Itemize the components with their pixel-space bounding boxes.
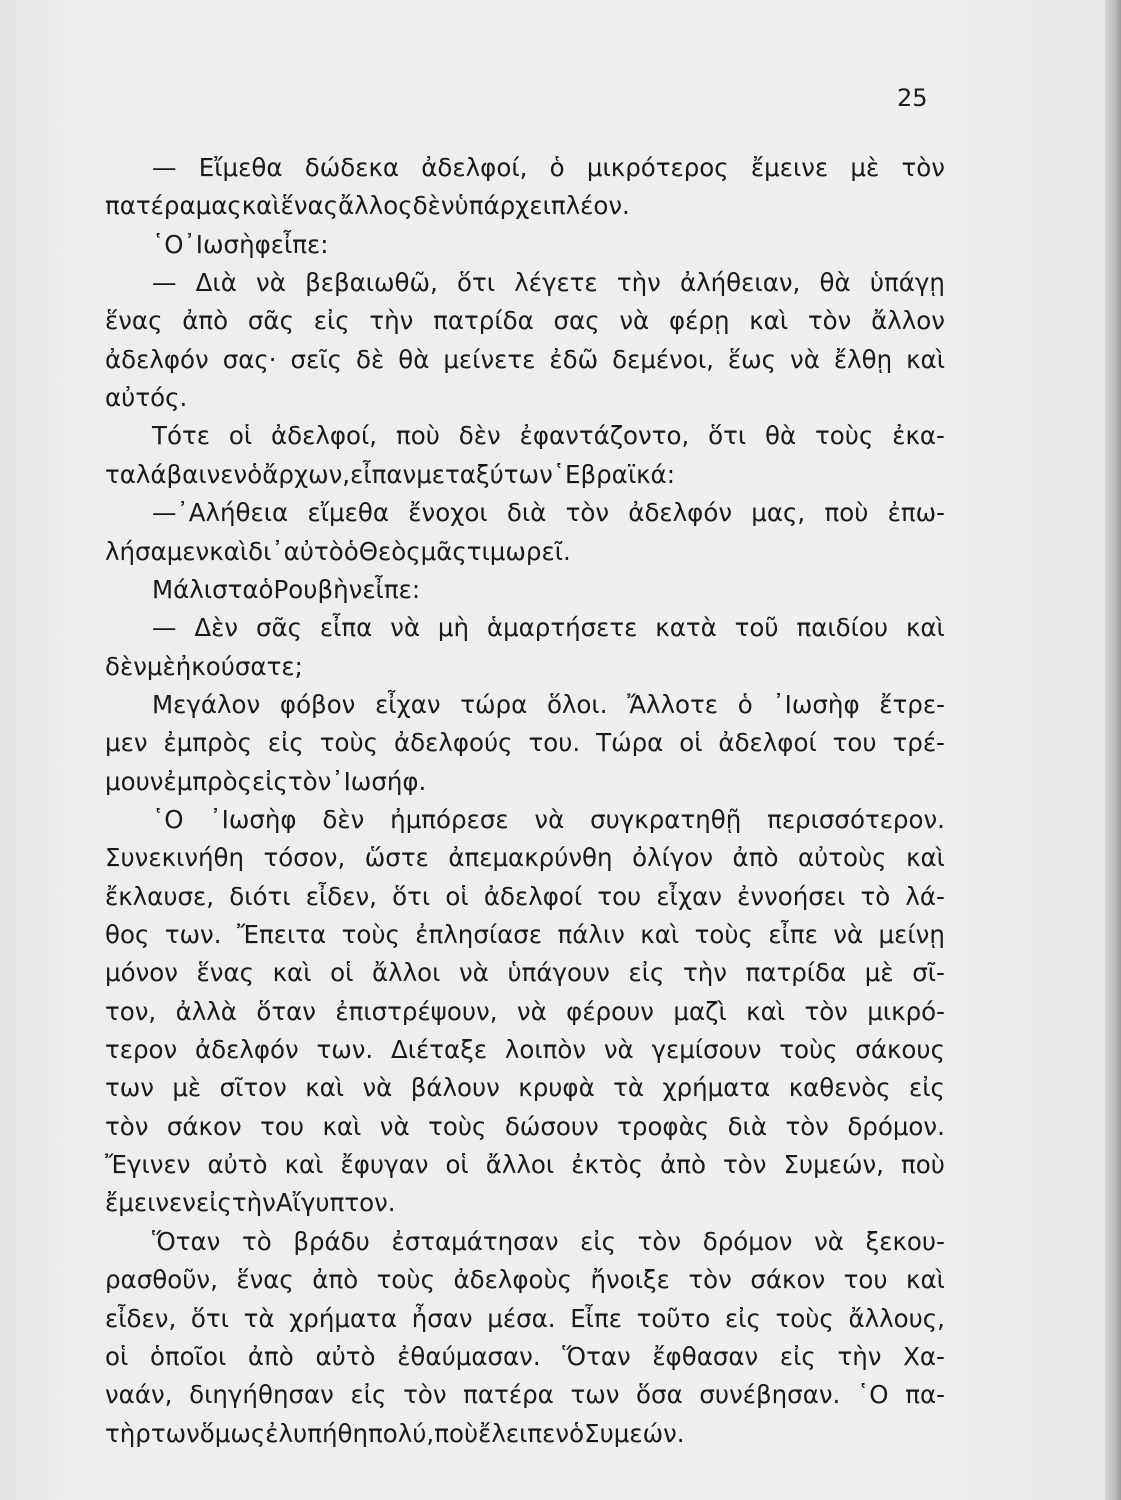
text-line: Ἔγινεν αὐτὸ καὶ ἔφυγαν οἱ ἄλλοι ἐκτὸς ἀπὸ τὸν Συμεών, ποὺ <box>105 1150 945 1180</box>
text-line: ἔκλαυσε, διότι εἶδεν, ὅτι οἱ ἀδελφοί του εἶχαν ἐννοήσει τὸ λά- <box>105 881 945 911</box>
page-number: 25 <box>897 84 928 112</box>
text-line: ῾Ο ᾿Ιωσὴφ δὲν ἠμπόρεσε νὰ συγκρατηθῇ περισσότερον. <box>152 804 945 834</box>
text-line: — Εἴμεθα δώδεκα ἀδελφοί, ὁ μικρότερος ἔμεινε μὲ τὸν <box>152 153 945 182</box>
page-edge-shadow <box>1105 0 1121 1500</box>
text-line: Μεγάλον φόβον εἶχαν τώρα ὅλοι. Ἄλλοτε ὁ ᾿Ιωσὴφ ἔτρε- <box>152 689 945 719</box>
text-line: ῾Ο ᾿Ιωσὴφ εἶπε : <box>152 229 329 259</box>
text-line: πατέρα μας καὶ ἕνας ἄλλος δὲν ὑπάρχει πλέον. <box>105 191 630 221</box>
text-line: — Δὲν σᾶς εἶπα νὰ μὴ ἁμαρτήσετε κατὰ τοῦ παιδίου καὶ <box>152 613 945 643</box>
text-line: Συνεκινήθη τόσον, ὥστε ἀπεμακρύνθη ὀλίγον ἀπὸ αὐτοὺς καὶ <box>105 843 945 873</box>
text-line: λήσαμεν καὶ δι᾿ αὐτὸ ὁ Θεὸς μᾶς τιμωρεῖ. <box>105 536 571 566</box>
text-line: Μάλιστα ὁ Ρουβὴν εἶπε : <box>152 574 421 604</box>
text-line: δὲν μὲ ἠκούσατε ; <box>105 651 303 681</box>
text-line: θος των. Ἔπειτα τοὺς ἐπλησίασε πάλιν καὶ τοὺς εἶπε νὰ μείνῃ <box>105 920 945 949</box>
text-line: μεν ἐμπρὸς εἰς τοὺς ἀδελφούς του. Τώρα οἱ ἀδελφοί του τρέ- <box>105 728 945 758</box>
text-line: τερον ἀδελφόν των. Διέταξε λοιπὸν νὰ γεμίσουν τοὺς σάκους <box>105 1035 945 1065</box>
text-line: μόνον ἕνας καὶ οἱ ἄλλοι νὰ ὑπάγουν εἰς τὴν πατρίδα μὲ σῖ- <box>105 958 945 988</box>
text-line: των μὲ σῖτον καὶ νὰ βάλουν κρυφὰ τὰ χρήματα καθενὸς εἰς <box>105 1073 945 1103</box>
text-line: ρασθοῦν, ἕνας ἀπὸ τοὺς ἀδελφοὺς ἤνοιξε τὸν σάκον του καὶ <box>105 1265 945 1295</box>
text-line: εἶδεν, ὅτι τὰ χρήματα ἦσαν μέσα. Εἶπε τοῦτο εἰς τοὺς ἄλλους, <box>105 1303 945 1333</box>
text-line: μουν ἐμπρὸς εἰς τὸν ᾿Ιωσήφ. <box>105 766 427 796</box>
text-line: τὴρ των ὅμως ἐλυπήθη πολύ, ποὺ ἔλειπεν ὁ Συμεών. <box>105 1418 685 1448</box>
text-line: Ὅταν τὸ βράδυ ἐσταμάτησαν εἰς τὸν δρόμον νὰ ξεκου- <box>152 1226 945 1256</box>
text-line: ναάν, διηγήθησαν εἰς τὸν πατέρα των ὅσα συνέβησαν. ῾Ο πα- <box>105 1380 945 1410</box>
text-line: τὸν σάκον του καὶ νὰ τοὺς δώσουν τροφὰς διὰ τὸν δρόμον. <box>105 1111 945 1141</box>
text-line: αὐτός. <box>105 383 188 413</box>
text-line: οἱ ὁποῖοι ἀπὸ αὐτὸ ἐθαύμασαν. Ὅταν ἔφθασαν εἰς τὴν Χα- <box>105 1341 945 1371</box>
text-line: ἔμεινεν εἰς τὴν Αἴγυπτον. <box>105 1188 396 1218</box>
text-line: —᾿Αλήθεια εἴμεθα ἔνοχοι διὰ τὸν ἀδελφόν μας, ποὺ ἐπω- <box>152 498 945 528</box>
text-line: ἀδελφόν σας· σεῖς δὲ θὰ μείνετε ἐδῶ δεμένοι, ἕως νὰ ἔλθῃ καὶ <box>105 344 945 374</box>
text-line: — Διὰ νὰ βεβαιωθῶ, ὅτι λέγετε τὴν ἀλήθειαν, θὰ ὑπάγῃ <box>152 268 945 298</box>
text-line: τον, ἀλλὰ ὅταν ἐπιστρέψουν, νὰ φέρουν μαζὶ καὶ τὸν μικρό- <box>105 996 945 1026</box>
text-line: ἕνας ἀπὸ σᾶς εἰς τὴν πατρίδα σας νὰ φέρῃ καὶ τὸν ἄλλον <box>105 306 945 336</box>
text-line: ταλάβαινεν ὁ ἄρχων, εἶπαν μεταξύ των ῾Εβραϊκά : <box>105 459 675 489</box>
text-line: Τότε οἱ ἀδελφοί, ποὺ δὲν ἐφαντάζοντο, ὅτι θὰ τοὺς ἐκα- <box>152 421 945 451</box>
